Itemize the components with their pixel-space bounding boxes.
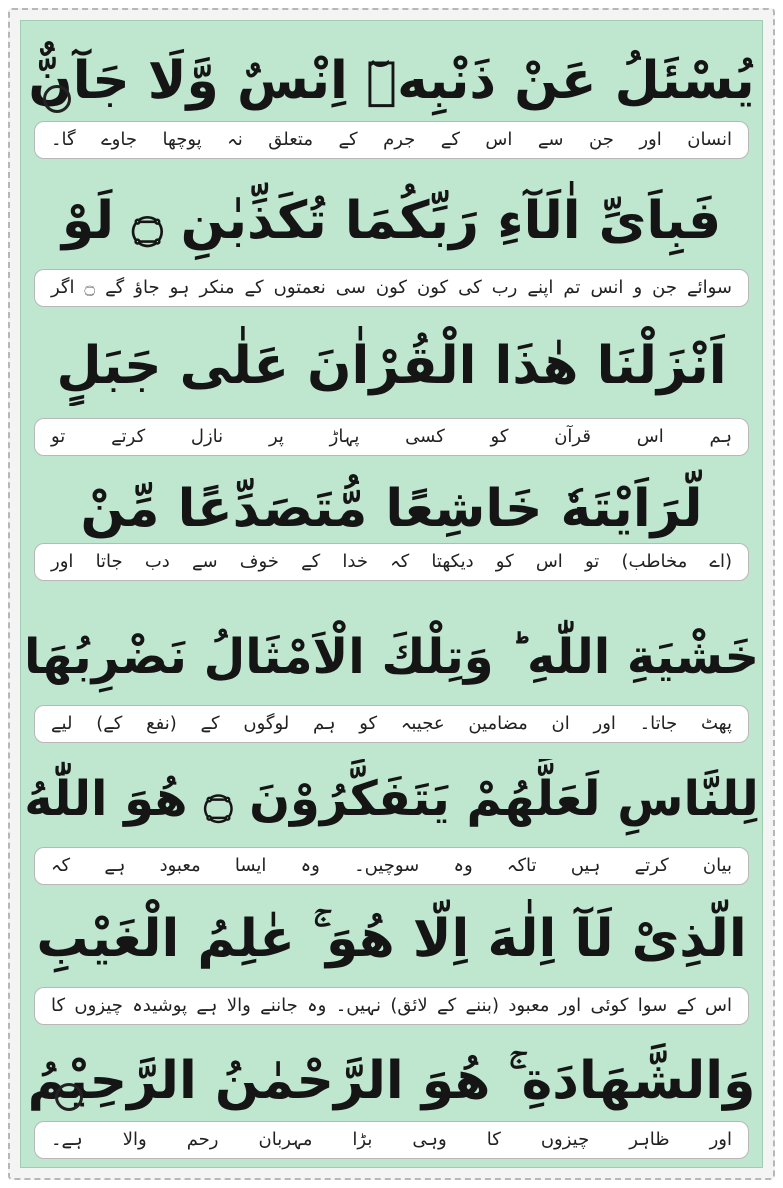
urdu-translation-line-2: سوائے جن و انس تم اپنے رب کی کون کون سی نعمتوں کے منکر ہو جاؤ گے ۝ اگر bbox=[34, 269, 749, 307]
arabic-verse-line-1: يُسْئَلُ عَنْ ذَنْبِهٖٓ اِنْسٌ وَّلَا جَآنٌّ bbox=[28, 51, 755, 111]
arabic-verse-line-8: وَالشَّهَادَةِ ۚ هُوَ الرَّحْمٰنُ الرَّحِیْمُ bbox=[27, 1051, 756, 1111]
urdu-translation-line-6: بیان کرتے ہیں تاکہ وہ سوچیں۔ وہ ایسا معبود ہے کہ bbox=[34, 847, 749, 885]
verse-end-circle-icon bbox=[43, 85, 71, 113]
arabic-verse-line-2: فَبِاَیِّ اٰلَآءِ رَبِّكُمَا تُكَذِّبٰنِ ۝ لَوْ bbox=[61, 191, 722, 251]
urdu-translation-line-3: ہم اس قرآن کو کسی پہاڑ پر نازل کرتے تو bbox=[34, 418, 749, 456]
arabic-verse-line-5: خَشْیَةِ اللّٰهِ ؕ وَتِلْكَ الْاَمْثَالُ نَضْرِبُهَا bbox=[23, 629, 760, 685]
verse-end-circle-icon bbox=[55, 1083, 83, 1111]
urdu-translation-line-7: اس کے سوا کوئی اور معبود (بننے کے لائق) نہیں۔ وہ جاننے والا ہے پوشیدہ چیزوں کا bbox=[34, 987, 749, 1025]
quran-page bbox=[20, 20, 763, 1168]
arabic-verse-line-3: اَنْزَلْنَا هٰذَا الْقُرْاٰنَ عَلٰى جَبَلٍ bbox=[56, 336, 727, 396]
arabic-verse-line-7: الَّذِیْ لَآ اِلٰهَ اِلَّا هُوَ ۚ عٰلِمُ الْغَیْبِ bbox=[36, 909, 747, 969]
urdu-translation-line-4: (اے مخاطب) تو اس کو دیکھتا کہ خدا کے خوف سے دب جاتا اور bbox=[34, 543, 749, 581]
urdu-translation-line-1: انسان اور جن سے اس کے جرم کے متعلق نہ پوچھا جاوے گا۔ bbox=[34, 121, 749, 159]
urdu-translation-line-5: پھٹ جاتا۔ اور ان مضامین عجیبہ کو ہم لوگوں کے (نفع کے) لیے bbox=[34, 705, 749, 743]
arabic-verse-line-4: لَّرَاَیْتَهٗ خَاشِعًا مُّتَصَدِّعًا مِّنْ bbox=[80, 479, 703, 539]
arabic-verse-line-6: لِلنَّاسِ لَعَلَّهُمْ یَتَفَكَّرُوْنَ ۝ هُوَ اللّٰهُ bbox=[24, 771, 759, 827]
urdu-translation-line-8: اور ظاہر چیزوں کا وہی بڑا مہربان رحم والا ہے۔ bbox=[34, 1121, 749, 1159]
